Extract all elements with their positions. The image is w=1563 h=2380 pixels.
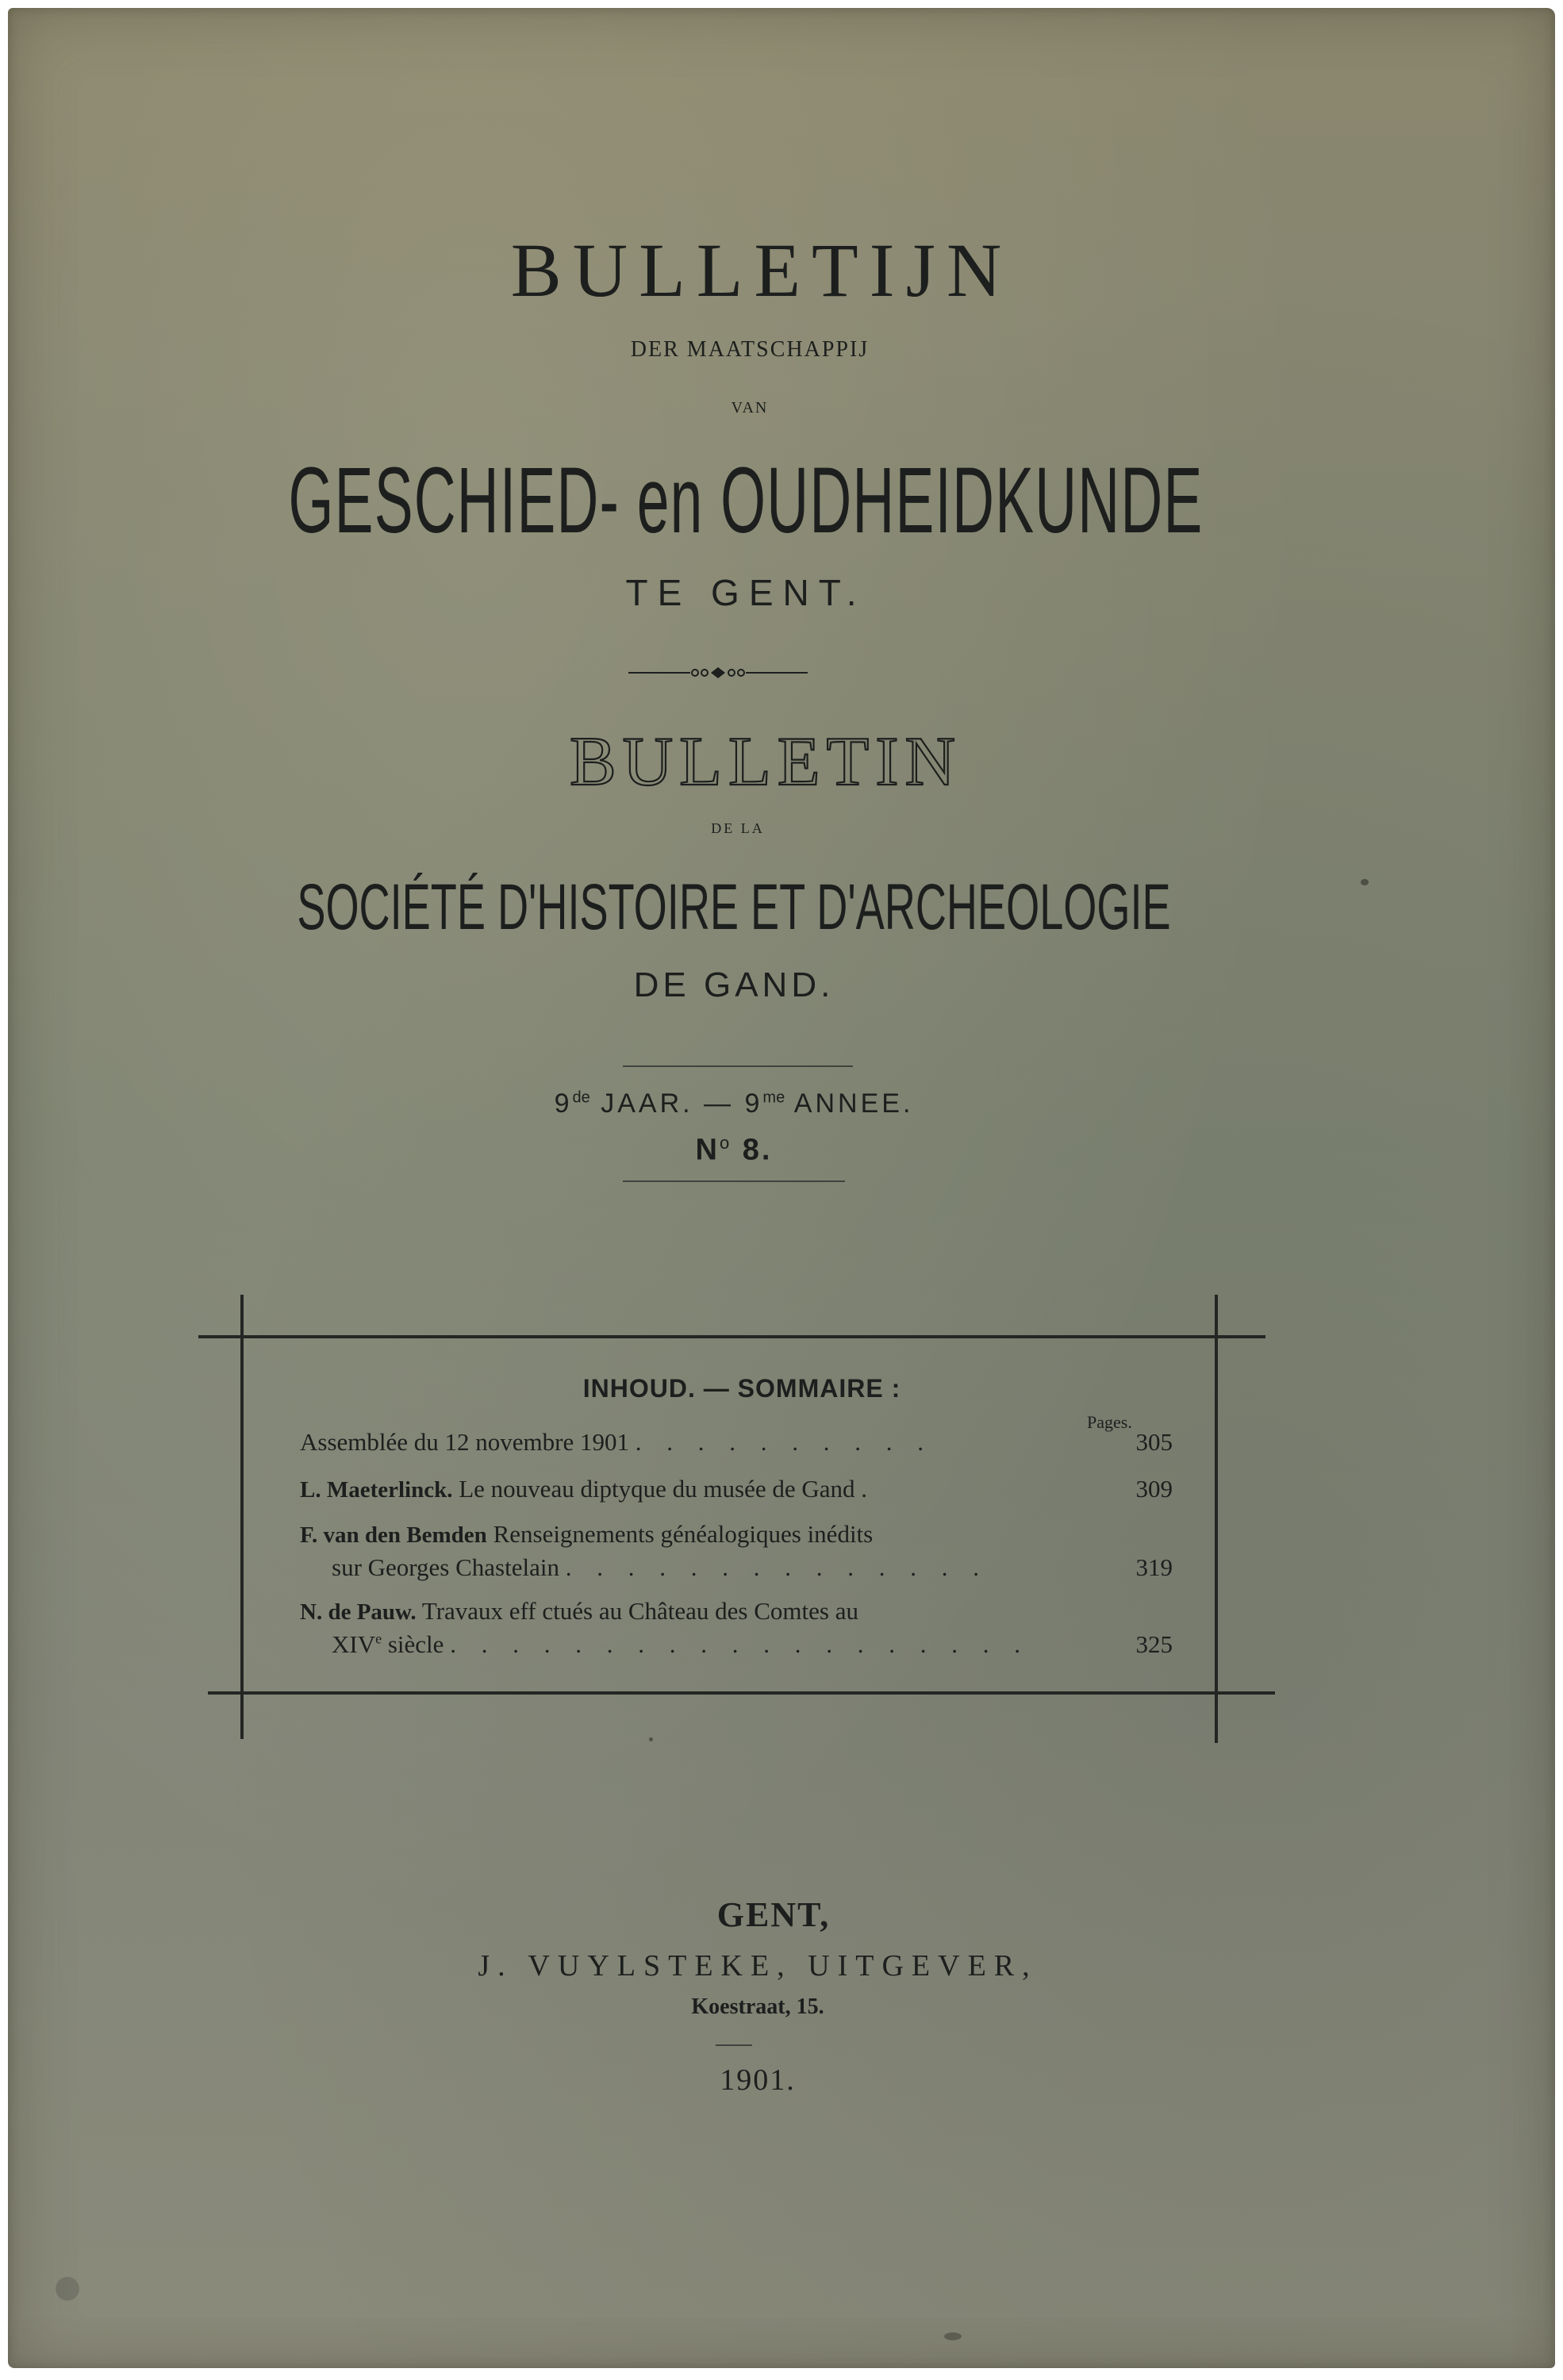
- entry-4-author: N. de Pauw.: [300, 1599, 417, 1625]
- imprint-city: GENT,: [716, 1895, 831, 1934]
- ornament-divider: [627, 661, 809, 685]
- issue-number-value: 8.: [742, 1133, 773, 1167]
- entry-4-title: Travaux eff ctués au Château des Comtes au: [421, 1597, 858, 1625]
- title-french: BULLETIN: [569, 724, 962, 800]
- entry-1-page: 305: [1135, 1428, 1173, 1456]
- society-name-dutch: GESCHIED- en OUDHEIDKUNDE: [288, 448, 1204, 553]
- rule-below-volume: [623, 1180, 845, 1182]
- imprint-year: 1901.: [720, 2063, 796, 2097]
- title-dutch: BULLETIJN: [510, 228, 1013, 313]
- contents-entry-4: [300, 1597, 1173, 1626]
- imprint-address: Koestraat, 15.: [691, 1994, 824, 2019]
- entry-4-title-line-2: siècle: [387, 1630, 444, 1658]
- issue-number-prefix: N: [695, 1133, 720, 1167]
- subtitle-dutch-line-2: VAN: [731, 399, 769, 416]
- imprint-publisher: J. VUYLSTEKE, UITGEVER,: [478, 1949, 1038, 1983]
- entry-2-leader: .: [861, 1475, 878, 1503]
- paper-speck: [1361, 879, 1369, 885]
- entry-4-page: 325: [1135, 1630, 1173, 1658]
- entry-2-page: 309: [1135, 1475, 1173, 1503]
- paper-speck: [56, 2277, 79, 2301]
- year-fr-suffix: me: [762, 1088, 785, 1107]
- issue-number: [8, 1133, 1507, 1168]
- entry-4-leader: . . . . . . . . . . . . . . . . . . .: [450, 1630, 1030, 1658]
- entry-3-title-line-2: sur Georges Chastelain: [332, 1553, 559, 1581]
- paper-speck: [649, 1737, 653, 1741]
- year-fr-word: ANNEE.: [793, 1088, 914, 1119]
- contents-entry-3: [300, 1520, 1173, 1549]
- year-nl-number: 9: [554, 1088, 573, 1119]
- entry-4-century-sup: e: [375, 1630, 382, 1647]
- entry-3-page: 319: [1135, 1553, 1173, 1581]
- contents-heading: INHOUD. — SOMMAIRE :: [582, 1374, 901, 1403]
- rule-above-year: [716, 2044, 752, 2046]
- issue-number-sup: o: [719, 1133, 732, 1153]
- contents-entry-3-continued: [332, 1553, 1173, 1582]
- year-fr-number: 9: [744, 1088, 763, 1119]
- society-name-french: SOCIÉTÉ D'HISTOIRE ET D'ARCHEOLOGIE: [297, 871, 1171, 943]
- contents-frame-bottom: [208, 1691, 1275, 1695]
- contents-frame-left: [240, 1295, 244, 1739]
- paper-speck: [944, 2332, 962, 2340]
- entry-3-leader: . . . . . . . . . . . . . .: [565, 1553, 989, 1581]
- city-french: DE GAND.: [633, 965, 835, 1004]
- entry-4-century: XIV: [332, 1630, 376, 1658]
- rule-above-volume: [623, 1065, 853, 1067]
- year-nl-suffix: de: [572, 1088, 590, 1107]
- contents-frame-top: [198, 1335, 1265, 1338]
- entry-1-title: Assemblée du 12 novembre 1901: [300, 1428, 629, 1456]
- volume-year: [8, 1088, 1507, 1119]
- subtitle-french: DE LA: [711, 820, 765, 836]
- year-nl-word: JAAR. —: [601, 1088, 735, 1119]
- contents-frame-right: [1215, 1295, 1218, 1743]
- entry-3-title: Renseignements généalogiques inédits: [493, 1520, 874, 1548]
- subtitle-dutch-line-1: DER MAATSCHAPPIJ: [630, 337, 870, 362]
- contents-entry-1: [300, 1428, 1173, 1457]
- contents-entry-2: [300, 1475, 1173, 1503]
- entry-1-leader: . . . . . . . . . .: [635, 1428, 933, 1456]
- contents-entry-4-continued: [332, 1630, 1173, 1659]
- entry-2-author: L. Maeterlinck.: [300, 1477, 453, 1503]
- city-dutch: TE GENT.: [625, 572, 866, 613]
- pages-column-label: Pages.: [1087, 1412, 1132, 1432]
- entry-2-title: Le nouveau diptyque du musée de Gand: [459, 1475, 855, 1503]
- entry-3-author: F. van den Bemden: [300, 1522, 487, 1548]
- journal-cover: [8, 8, 1555, 2368]
